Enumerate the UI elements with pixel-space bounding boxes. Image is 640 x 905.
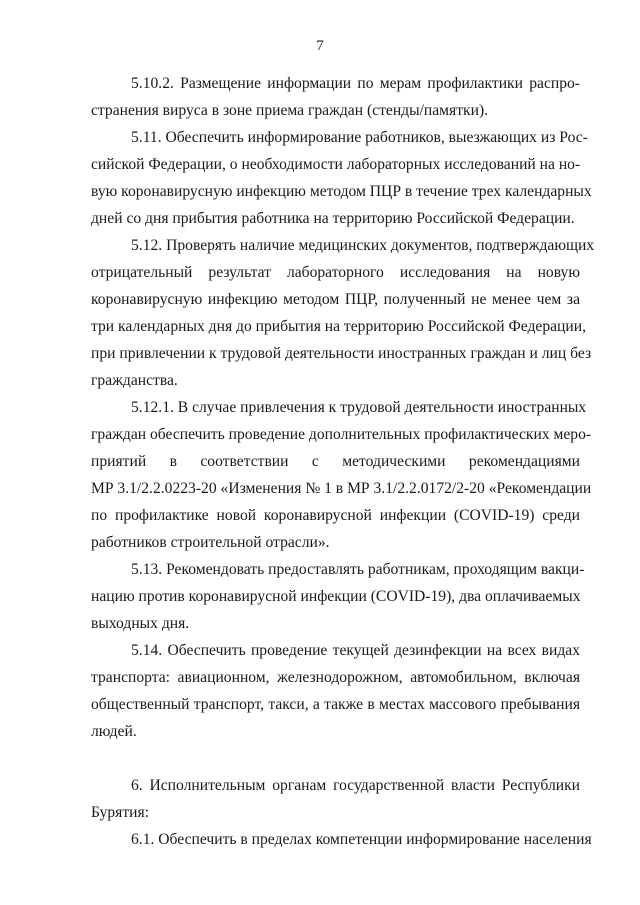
text-line: 5.11. Обеспечить информирование работников, выезжающих из Рос- — [131, 129, 588, 146]
text-line: 6. Исполнительным органам государственной власти Республики — [131, 777, 580, 794]
text-line: людей. — [91, 723, 137, 740]
text-line: 5.13. Рекомендовать предоставлять работникам, проходящим вакци- — [131, 561, 585, 578]
text-line: коронавирусную инфекцию методом ПЦР, полученный не менее чем за — [91, 291, 580, 308]
text-line: приятий в соответствии с методическими рекомендациями — [91, 453, 580, 470]
text-line: 5.14. Обеспечить проведение текущей дезинфекции на всех видах — [131, 642, 580, 659]
text-line: 5.10.2. Размещение информации по мерам профилактики распро- — [131, 75, 580, 92]
text-line: Бурятия: — [91, 804, 149, 821]
text-line: сийской Федерации, о необходимости лабораторных исследований на но- — [91, 156, 581, 173]
text-line: МР 3.1/2.2.0223-20 «Изменения № 1 в МР 3.1/2.2.0172/2-20 «Рекомендации — [91, 480, 592, 497]
text-line: странения вируса в зоне приема граждан (стенды/памятки). — [91, 102, 489, 119]
page-number: 7 — [316, 38, 324, 54]
text-line: нацию против коронавирусной инфекции (COVID-19), два оплачиваемых — [91, 588, 581, 605]
text-line: три календарных дня до прибытия на территорию Российской Федерации, — [91, 318, 586, 335]
text-line: граждан обеспечить проведение дополнительных профилактических меро- — [91, 426, 592, 443]
text-line: вую коронавирусную инфекцию методом ПЦР в течение трех календарных — [91, 183, 592, 200]
text-line: 5.12. Проверять наличие медицинских документов, подтверждающих — [131, 237, 595, 254]
text-line: общественный транспорт, такси, а также в местах массового пребывания — [91, 696, 580, 713]
text-line: 5.12.1. В случае привлечения к трудовой деятельности иностранных — [131, 399, 587, 416]
text-line: при привлечении к трудовой деятельности иностранных граждан и лиц без — [91, 345, 592, 362]
text-line: отрицательный результат лабораторного исследования на новую — [91, 264, 580, 281]
text-line: транспорта: авиационном, железнодорожном, автомобильном, включая — [91, 669, 580, 686]
text-line: дней со дня прибытия работника на территорию Российской Федерации. — [91, 210, 575, 227]
text-line: 6.1. Обеспечить в пределах компетенции информирование населения — [131, 831, 592, 848]
text-line: работников строительной отрасли». — [91, 534, 330, 551]
text-line: по профилактике новой коронавирусной инфекции (COVID-19) среди — [91, 507, 580, 524]
text-line: выходных дня. — [91, 615, 190, 632]
text-line: гражданства. — [91, 372, 178, 389]
